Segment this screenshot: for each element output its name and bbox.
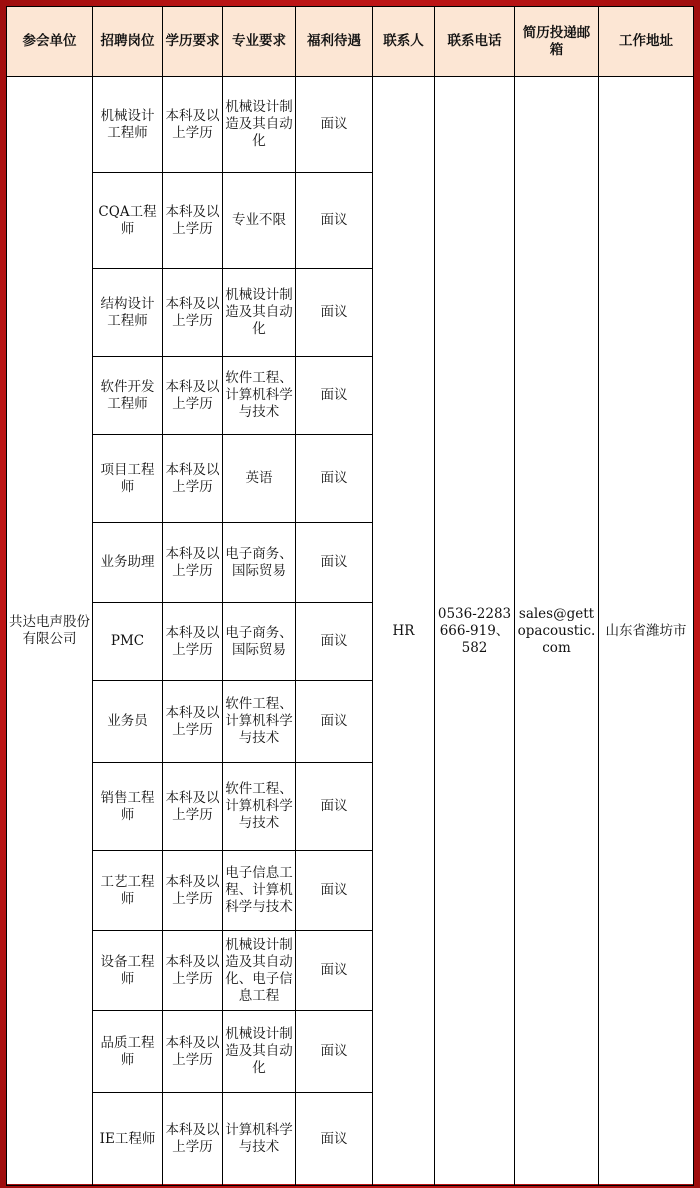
welfare-cell: 面议 [296, 1093, 373, 1186]
major-cell: 电子商务、国际贸易 [223, 523, 296, 603]
header-phone: 联系电话 [435, 7, 515, 77]
education-cell: 本科及以上学历 [163, 173, 223, 269]
welfare-cell: 面议 [296, 77, 373, 173]
table-row [7, 77, 694, 173]
welfare-cell: 面议 [296, 269, 373, 357]
major-cell: 软件工程、计算机科学与技术 [223, 357, 296, 435]
education-cell: 本科及以上学历 [163, 851, 223, 931]
post-cell: 机械设计工程师 [93, 77, 163, 173]
post-cell: 软件开发工程师 [93, 357, 163, 435]
welfare-cell: 面议 [296, 1011, 373, 1093]
welfare-cell: 面议 [296, 435, 373, 523]
major-cell: 机械设计制造及其自动化 [223, 269, 296, 357]
welfare-cell: 面议 [296, 931, 373, 1011]
education-cell: 本科及以上学历 [163, 763, 223, 851]
welfare-cell: 面议 [296, 603, 373, 681]
education-cell: 本科及以上学历 [163, 931, 223, 1011]
company-name-cell: 共达电声股份有限公司 [7, 77, 93, 1186]
post-cell: 业务助理 [93, 523, 163, 603]
header-welfare: 福利待遇 [296, 7, 373, 77]
major-cell: 软件工程、计算机科学与技术 [223, 763, 296, 851]
address-cell: 山东省潍坊市 [599, 77, 694, 1186]
phone-cell: 0536-2283666-919、582 [435, 77, 515, 1186]
header-post: 招聘岗位 [93, 7, 163, 77]
header-email: 简历投递邮箱 [515, 7, 599, 77]
education-cell: 本科及以上学历 [163, 269, 223, 357]
education-cell: 本科及以上学历 [163, 77, 223, 173]
major-cell: 电子商务、国际贸易 [223, 603, 296, 681]
post-cell: IE工程师 [93, 1093, 163, 1186]
education-cell: 本科及以上学历 [163, 1011, 223, 1093]
post-cell: 销售工程师 [93, 763, 163, 851]
email-cell: sales@gettopacoustic.com [515, 77, 599, 1186]
header-education: 学历要求 [163, 7, 223, 77]
welfare-cell: 面议 [296, 173, 373, 269]
education-cell: 本科及以上学历 [163, 603, 223, 681]
post-cell: 结构设计工程师 [93, 269, 163, 357]
education-cell: 本科及以上学历 [163, 1093, 223, 1186]
post-cell: PMC [93, 603, 163, 681]
welfare-cell: 面议 [296, 357, 373, 435]
recruitment-sheet [6, 6, 693, 1184]
post-cell: 设备工程师 [93, 931, 163, 1011]
contact-cell: HR [373, 77, 435, 1186]
major-cell: 英语 [223, 435, 296, 523]
education-cell: 本科及以上学历 [163, 435, 223, 523]
post-cell: 品质工程师 [93, 1011, 163, 1093]
welfare-cell: 面议 [296, 763, 373, 851]
major-cell: 机械设计制造及其自动化 [223, 1011, 296, 1093]
major-cell: 机械设计制造及其自动化 [223, 77, 296, 173]
major-cell: 机械设计制造及其自动化、电子信息工程 [223, 931, 296, 1011]
major-cell: 软件工程、计算机科学与技术 [223, 681, 296, 763]
welfare-cell: 面议 [296, 851, 373, 931]
header-contact: 联系人 [373, 7, 435, 77]
major-cell: 计算机科学与技术 [223, 1093, 296, 1186]
education-cell: 本科及以上学历 [163, 681, 223, 763]
header-row [7, 7, 694, 77]
major-cell: 电子信息工程、计算机科学与技术 [223, 851, 296, 931]
major-cell: 专业不限 [223, 173, 296, 269]
education-cell: 本科及以上学历 [163, 357, 223, 435]
header-major: 专业要求 [223, 7, 296, 77]
header-company: 参会单位 [7, 7, 93, 77]
post-cell: 项目工程师 [93, 435, 163, 523]
post-cell: 业务员 [93, 681, 163, 763]
header-address: 工作地址 [599, 7, 694, 77]
education-cell: 本科及以上学历 [163, 523, 223, 603]
welfare-cell: 面议 [296, 523, 373, 603]
post-cell: CQA工程师 [93, 173, 163, 269]
recruitment-table [6, 6, 694, 1186]
post-cell: 工艺工程师 [93, 851, 163, 931]
welfare-cell: 面议 [296, 681, 373, 763]
